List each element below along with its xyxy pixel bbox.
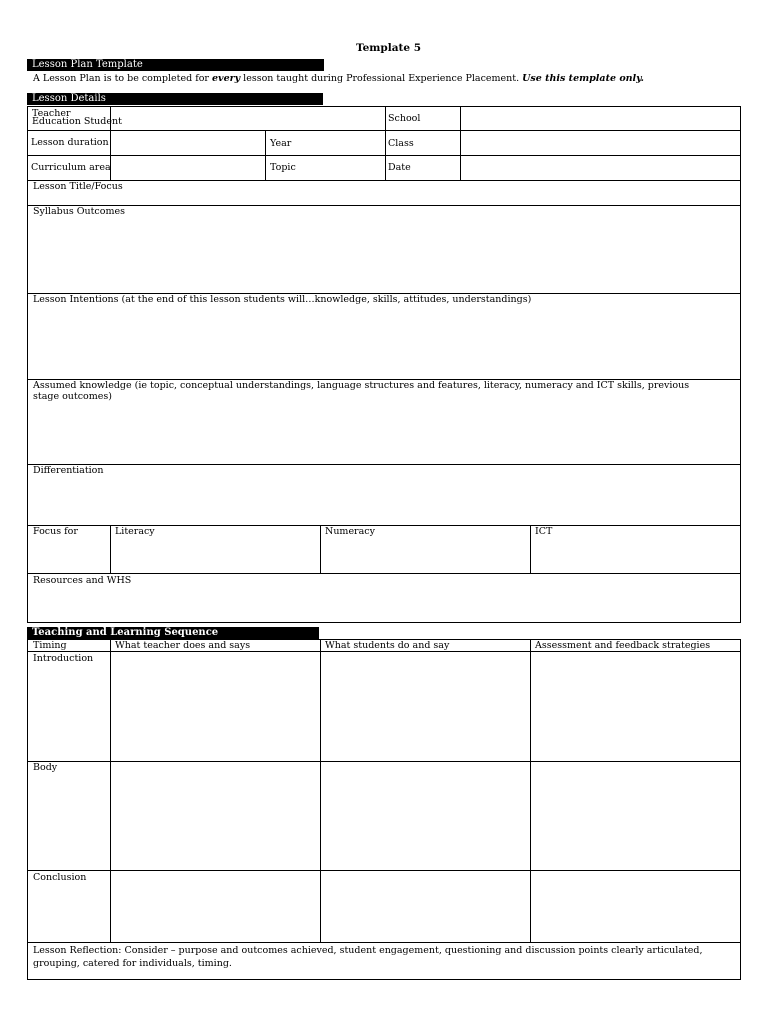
row-divider [27,761,741,762]
col-divider [265,130,266,180]
curriculum-area-label: Curriculum area [31,162,111,173]
row-divider [27,180,741,181]
teacher-label-line2: Education Student [32,116,122,127]
students-header: What students do and say [325,640,450,651]
section-bar-lesson-details: Lesson Details [27,93,323,105]
row-divider [27,942,741,943]
teaching-sequence-table [27,639,741,980]
differentiation-label: Differentiation [33,465,104,476]
section-bar-lesson-plan-template: Lesson Plan Template [27,59,324,71]
year-label: Year [270,138,292,149]
literacy-label: Literacy [115,526,155,537]
school-label: School [388,113,421,124]
row-divider [27,870,741,871]
intro-mid: lesson taught during Professional Experience Placement. [240,73,523,84]
lesson-reflection-text: Lesson Reflection: Consider – purpose and outcomes achieved, student engagement, questioning and discussion points clearly articulated, grouping, catered for individuals, timing. [33,945,703,969]
col-divider [320,525,321,573]
col-divider [320,639,321,942]
col-divider [460,106,461,180]
teacher-label: Teacher [32,108,71,119]
col-divider [110,525,111,573]
col-divider [530,525,531,573]
lesson-details-table [27,106,741,623]
col-divider [530,639,531,942]
row-divider [27,130,741,131]
lesson-duration-label: Lesson duration [31,137,109,148]
introduction-label: Introduction [33,653,94,664]
topic-label: Topic [270,162,296,173]
assessment-header: Assessment and feedback strategies [535,640,711,651]
row-divider [27,205,741,206]
numeracy-label: Numeracy [325,526,375,537]
col-divider [110,639,111,942]
date-label: Date [388,162,411,173]
intro-pre: A Lesson Plan is to be completed for [33,73,212,84]
col-divider [385,106,386,180]
intro-emphasis: every [212,73,241,84]
row-divider [27,573,741,574]
timing-header: Timing [33,640,67,651]
page-title: Template 5 [356,42,422,54]
row-divider [27,155,741,156]
ict-label: ICT [535,526,553,537]
class-label: Class [388,138,414,149]
focus-for-label: Focus for [33,526,78,537]
syllabus-outcomes-label: Syllabus Outcomes [33,206,125,217]
assumed-knowledge-label: Assumed knowledge (ie topic, conceptual understandings, language structures and features, literacy, numeracy and ICT skills, previous stage outcomes) [33,380,690,402]
lesson-title-label: Lesson Title/Focus [33,181,123,192]
lesson-intentions-label: Lesson Intentions (at the end of this lesson students will…knowledge, skills, attitudes, understandings) [33,294,532,305]
row-divider [27,464,741,465]
body-label: Body [33,762,58,773]
intro-text [33,73,644,84]
intro-strong: Use this template only. [522,73,644,84]
row-divider [27,651,741,652]
teacher-header: What teacher does and says [115,640,251,651]
resources-whs-label: Resources and WHS [33,575,132,586]
conclusion-label: Conclusion [33,872,87,883]
section-bar-teaching-learning-sequence: Teaching and Learning Sequence [27,627,319,639]
